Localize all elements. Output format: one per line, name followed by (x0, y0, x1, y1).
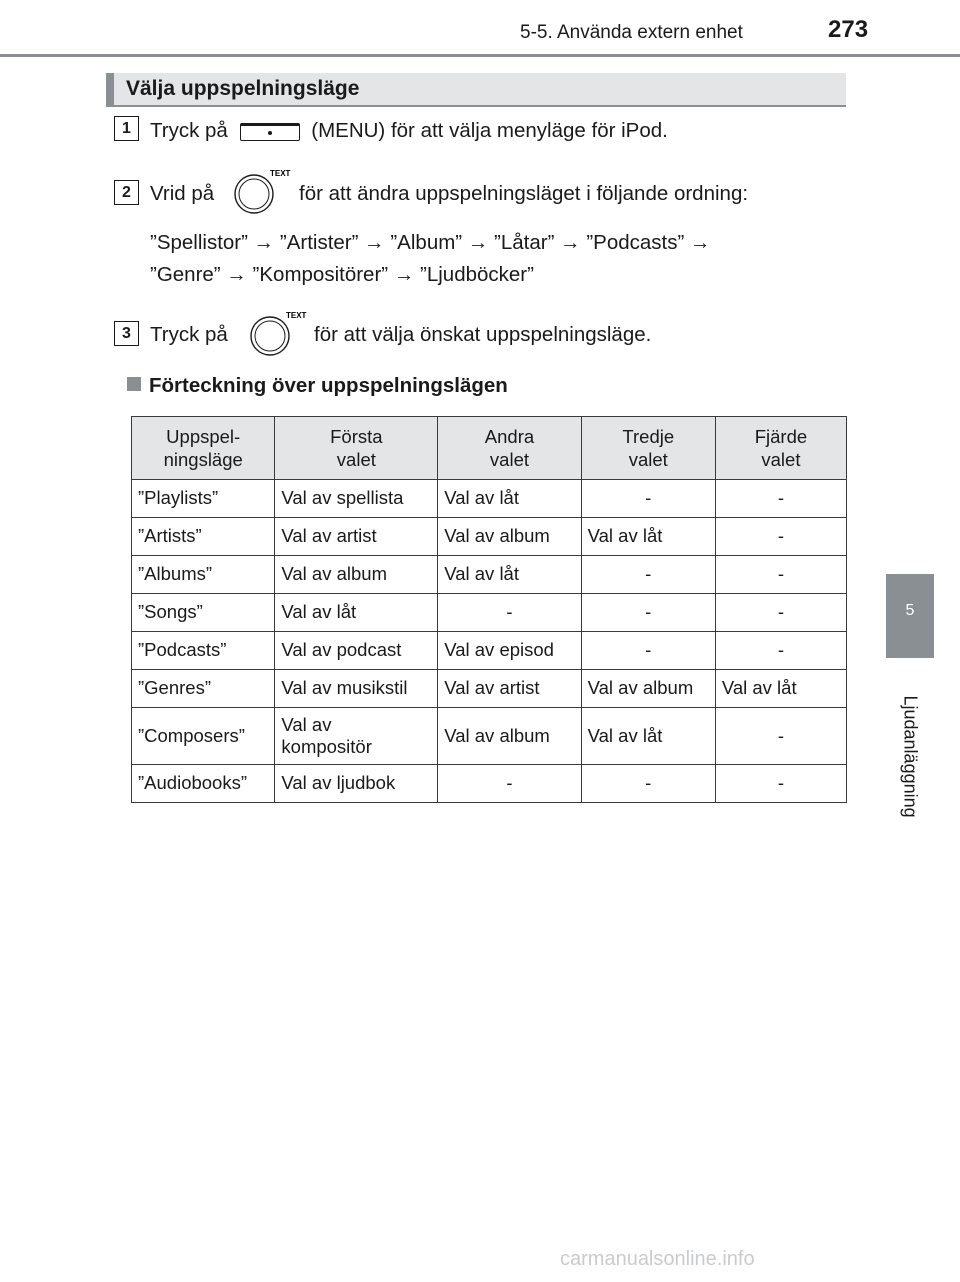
table-cell: Val av album (438, 518, 581, 556)
header-cell: Fjärde valet (715, 417, 846, 480)
table-cell: - (581, 594, 715, 632)
table-cell: Val av låt (275, 594, 438, 632)
table-row (132, 632, 847, 670)
chapter-label: Ljudanläggning (900, 695, 921, 818)
watermark: carmanualsonline.info (560, 1248, 755, 1270)
table-cell: ”Audiobooks” (132, 765, 275, 803)
step-3-before: Tryck på (150, 323, 228, 346)
table-cell: Val av podcast (275, 632, 438, 670)
header-divider (0, 54, 960, 57)
step-1-text: Tryck på (MENU) för att välja menyläge för iPod. (150, 119, 668, 142)
step-2-before: Vrid på (150, 182, 215, 205)
table-row (132, 556, 847, 594)
text-knob-icon (230, 168, 294, 216)
table-cell: Val av ljudbok (275, 765, 438, 803)
table-cell: - (715, 556, 846, 594)
playback-modes-table (131, 416, 847, 803)
table-cell: - (715, 708, 846, 765)
table-cell: ”Playlists” (132, 480, 275, 518)
table-cell: Val av musikstil (275, 670, 438, 708)
table-cell: Val av kompositör (275, 708, 438, 765)
table-cell: Val av artist (438, 670, 581, 708)
table-subheading: Förteckning över uppspelningslägen (127, 374, 508, 398)
sequence-line-1: ”Spellistor” → ”Artister” → ”Album” → ”Låtar” → ”Podcasts” → (150, 231, 711, 254)
square-bullet-icon (127, 377, 141, 391)
table-cell: ”Podcasts” (132, 632, 275, 670)
step-number-2: 2 (114, 180, 139, 205)
table-header-row (132, 417, 847, 480)
table-cell: Val av låt (715, 670, 846, 708)
table-cell: ”Composers” (132, 708, 275, 765)
table-cell: - (715, 518, 846, 556)
table-cell: Val av låt (581, 708, 715, 765)
table-row (132, 480, 847, 518)
table-cell: - (715, 594, 846, 632)
table-cell: - (581, 632, 715, 670)
table-cell: - (438, 594, 581, 632)
step-3-after: för att välja önskat uppspelningsläge. (314, 323, 652, 346)
table-cell: - (581, 556, 715, 594)
table-cell: Val av album (581, 670, 715, 708)
table-cell: - (715, 480, 846, 518)
header-cell: Första valet (275, 417, 438, 480)
table-cell: Val av låt (438, 556, 581, 594)
knob-label: TEXT (270, 169, 291, 178)
table-row (132, 594, 847, 632)
step-number-1: 1 (114, 116, 139, 141)
table-cell: Val av album (438, 708, 581, 765)
step-number-3: 3 (114, 321, 139, 346)
table-cell: Val av låt (581, 518, 715, 556)
menu-button-icon (240, 123, 300, 141)
table-cell: Val av artist (275, 518, 438, 556)
step-2-after: för att ändra uppspelningsläget i följande ordning: (299, 182, 749, 205)
table-cell: - (438, 765, 581, 803)
header-cell: Uppspel- ningsläge (132, 417, 275, 480)
table-cell: - (715, 632, 846, 670)
table-cell: - (715, 765, 846, 803)
chapter-tab[interactable] (886, 574, 934, 658)
table-cell: ”Artists” (132, 518, 275, 556)
header-section-title: 5-5. Använda extern enhet (520, 22, 743, 43)
table-cell: ”Albums” (132, 556, 275, 594)
table-cell: - (581, 480, 715, 518)
table-cell: Val av episod (438, 632, 581, 670)
table-cell: ”Songs” (132, 594, 275, 632)
chapter-number: 5 (905, 602, 915, 619)
header-cell: Tredje valet (581, 417, 715, 480)
sequence-line-2: ”Genre” → ”Kompositörer” → ”Ljudböcker” (150, 263, 534, 286)
table-row (132, 765, 847, 803)
page-number: 273 (828, 16, 869, 43)
text-knob-icon (246, 310, 310, 358)
header-cell: Andra valet (438, 417, 581, 480)
table-cell: ”Genres” (132, 670, 275, 708)
knob-label: TEXT (286, 311, 307, 320)
table-row (132, 670, 847, 708)
table-row (132, 708, 847, 765)
table-cell: - (581, 765, 715, 803)
section-heading (106, 73, 846, 107)
table-row (132, 518, 847, 556)
section-title: Välja uppspelningsläge (126, 77, 360, 100)
table-cell: Val av album (275, 556, 438, 594)
table-cell: Val av spellista (275, 480, 438, 518)
table-cell: Val av låt (438, 480, 581, 518)
